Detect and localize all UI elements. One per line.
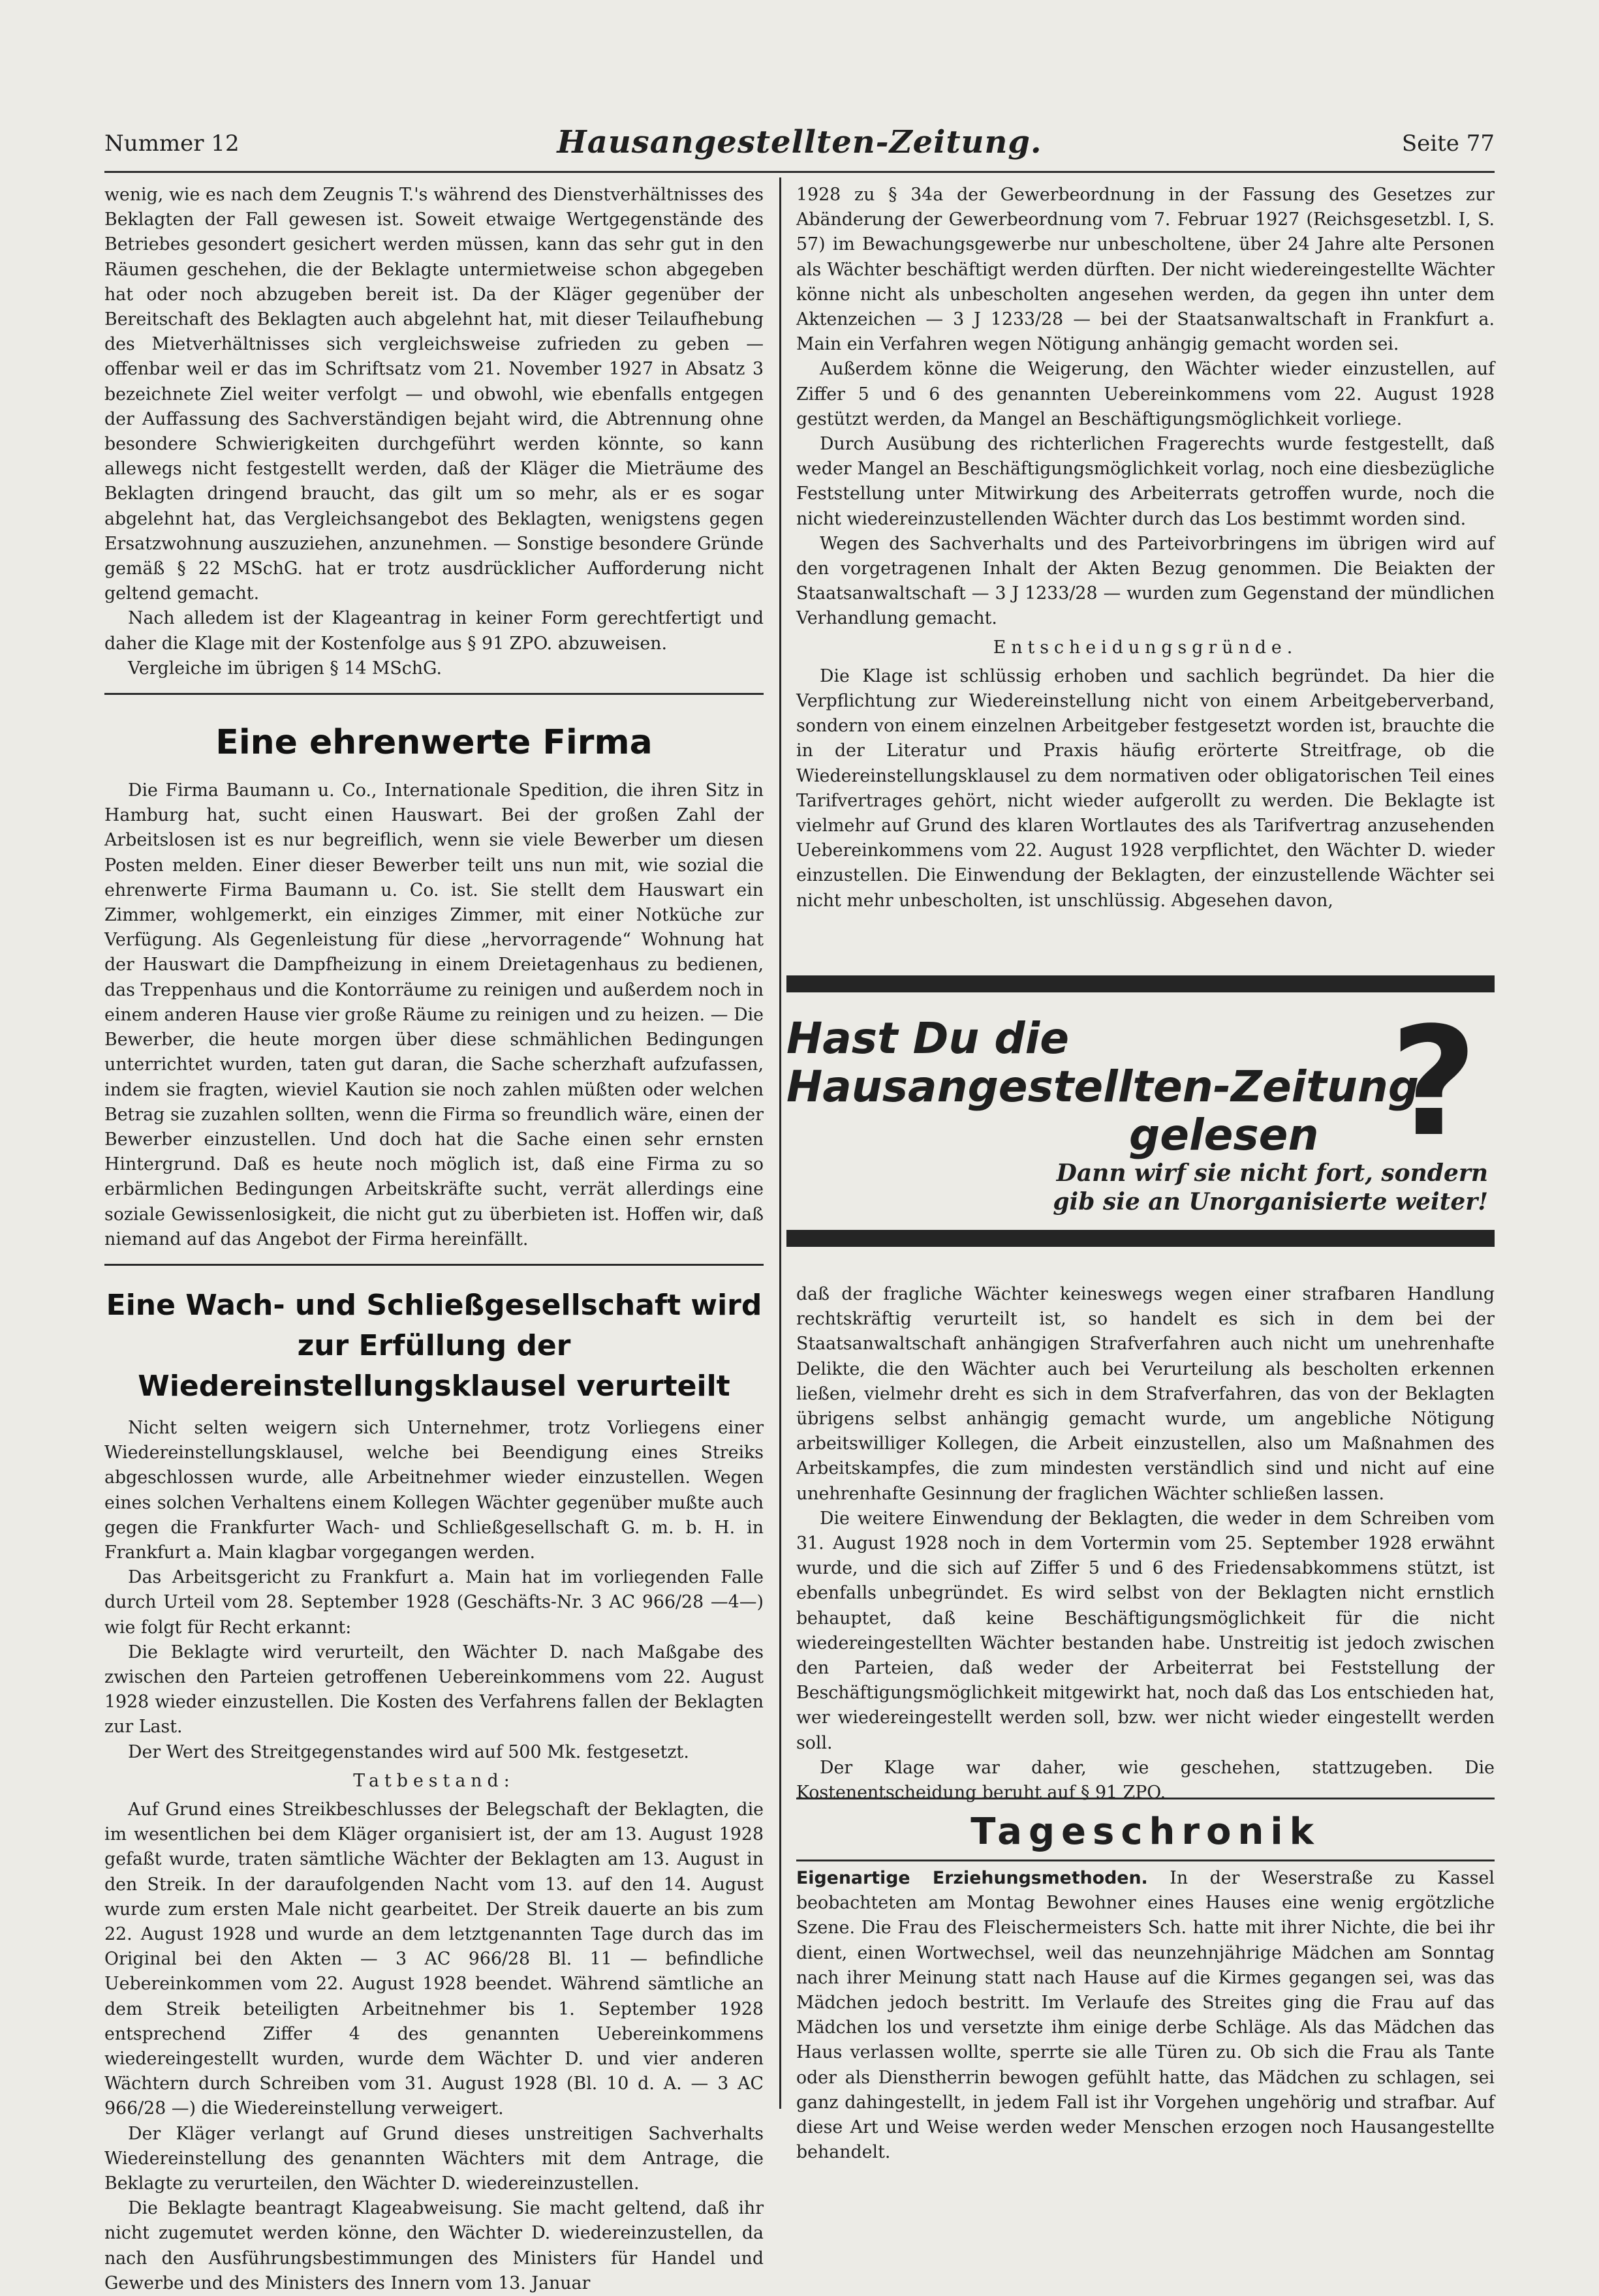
chronik-text: In der Weserstraße zu Kassel beobachteten am Montag Bewohner eines Hauses eine wenig ergötzliche Szene. Die Frau des Fleischermeisters Sch. hatte mit ihrer Nichte, die bei ihr dient, einen Wortwechsel, weil das neunzehnjährige Mädchen am Sonntag nach ihrer Meinung statt nach Hause auf die Kirmes gegangen sei, was das Mädchen jedoch bestritt. Im Verlaufe des Streites ging die Frau auf das Mädchen los und versetzte ihm einige derbe Schläge. Als das Mädchen das Haus verlassen wollte, sperrte sie alle Türen zu. Ob sich die Frau als Tante oder als Dienstherrin bewogen gefühlt hatte, das Mädchen zu schlagen, sei ganz dahingestellt, in jedem Fall ist ihr Vorgehen ungehörig und strafbar. Auf diese Art und Weise werden weder Menschen erzogen noch Hausangestellte behandelt. [796,1868,1495,2163]
article-continuation-text: Nach alledem ist der Klageantrag in keiner Form gerechtfertigt und daher die Klage mit der Kostenfolge aus § 91 ZPO. abzuweisen. [104,608,764,654]
promo-line-2: Hausangestellten-Zeitung [786,1062,1420,1112]
header-rule [104,171,1495,173]
issue-number: Nummer 12 [104,130,240,157]
article-wach-text: Die Beklagte wird verurteilt, den Wächter D. nach Maßgabe des zwischen den Parteien getroffenen Uebereinkommens vom 22. August 1928 wieder einzustellen. Die Kosten des Verfahrens fallen der Beklagten zur Last. [104,1642,764,1737]
chronik-item [796,1866,1495,2165]
promo-line-1: Hast Du die [786,1013,1069,1064]
promo-subline-1: Dann wirf sie nicht fort, sondern [1056,1159,1488,1187]
judgment-text: Wegen des Sachverhalts und des Parteivorbringens im übrigen wird auf den vorgetragenen Inhalt der Akten Bezug genommen. Die Beiakten der Staatsanwaltschaft — 3 J 1233/28 — wurden zum Gegenstand der mündlichen Verhandlung gemacht. [796,533,1495,629]
section-rule [104,1264,764,1266]
promo-subline-2: gib sie an Unorganisierte weiter! [1053,1188,1488,1216]
right-column-top [796,183,1495,913]
article-firma-text: Die Firma Baumann u. Co., Internationale Spedition, die ihren Sitz in Hamburg hat, sucht einen Hauswart. Bei der großen Zahl der Arbeitslosen ist es nur begreiflich, wenn sie viele Bewerber um diesen Posten melden. Einer dieser Bewerber teilt uns nun mit, wie sozial die ehrenwerte Firma Baumann u. Co. ist. Sie stellt dem Hauswart ein Zimmer, wohlgemerkt, ein einziges Zimmer, mit einer Notküche zur Verfügung. Als Gegenleistung für diese „hervorragende“ Wohnung hat der Hauswart die Dampfheizung in einem Dreietagenhaus zu bedienen, das Treppenhaus und die Kontorräume zu reinigen und außerdem noch in einem anderen Hause vier große Räume zu reinigen und zu heizen. — Die Bewerber, die heute morgen über diese schmählichen Bedingungen unterrichtet wurden, taten gut daran, die Sache scherzhaft aufzufassen, indem sie fragten, wieviel Kaution sie noch zahlen müßten oder welchen Betrag sie zuzahlen sollten, wenn die Firma so freundlich wäre, einen der Bewerber einzustellen. Und doch hat die Sache einen sehr ernsten Hintergrund. Daß es heute noch möglich ist, daß eine Firma zu so erbärmlichen Bedingungen Arbeitskräfte sucht, verrät allerdings eine soziale Gewissenlosigkeit, die nicht gut zu überbieten ist. Hoffen wir, daß niemand auf das Angebot der Firma hereinfällt. [104,780,764,1249]
tatbestand-text: Die Beklagte beantragt Klageabweisung. Sie macht geltend, daß ihr nicht zugemutet werden könne, den Wächter D. wiedereinzustellen, da nach den Ausführungsbestimmungen des Ministers für Handel und Gewerbe und des Ministers des Innern vom 13. Januar [104,2198,764,2293]
article-heading-wach: Eine Wach- und Schließgesellschaft wird zur Erfüllung der Wiedereinstellungsklausel verurteilt [106,1288,762,1403]
judgment-text: 1928 zu § 34a der Gewerbeordnung in der Fassung des Gesetzes zur Abänderung der Gewerbeordnung vom 7. Februar 1927 (Reichsgesetzbl. I, S. 57) im Bewachungsgewerbe nur unbescholtene, über 24 Jahre alte Personen als Wächter beschäftigt werden dürften. Der nicht wiedereingestellte Wächter könne nicht als unbescholten angesehen werden, da gegen ihn unter dem Aktenzeichen — 3 J 1233/28 — bei der Staatsanwaltschaft in Frankfurt a. Main ein Verfahren wegen Nötigung anhängig gemacht worden sei. [796,185,1495,355]
article-wach-text: Der Wert des Streitgegenstandes wird auf 500 Mk. festgesetzt. [128,1741,689,1762]
section-rule [104,693,764,695]
column-divider [779,177,781,2109]
chronik-heading: Tageschronik [970,1811,1320,1853]
left-column [104,183,764,2296]
judgment-text: Außerdem könne die Weigerung, den Wächter wieder einzustellen, auf Ziffer 5 und 6 des genannten Uebereinkommens vom 22. August 1928 gestützt werden, da Mangel an Beschäftigungsmöglichkeit vorliege. [796,359,1495,429]
page-number: Seite 77 [1401,130,1495,157]
article-wach-text: Nicht selten weigern sich Unternehmer, trotz Vorliegens einer Wiedereinstellungsklausel, welche bei Beendigung eines Streiks abgeschlossen wurde, alle Arbeitnehmer wieder einzustellen. Wegen eines solchen Verhaltens einem Kollegen Wächter gegenüber mußte auch gegen die Frankfurter Wach- und Schließgesellschaft G. m. b. H. in Frankfurt a. Main klagbar vorgegangen werden. [104,1417,764,1563]
article-continuation-text: Vergleiche im übrigen § 14 MSchG. [128,658,442,679]
chronik-rule-bottom [796,1860,1495,1861]
article-continuation-text: wenig, wie es nach dem Zeugnis T.'s während des Dienstverhältnisses des Beklagten der Fall gewesen ist. Soweit etwaige Wertgegenstände des Betriebes gesondert gesichert werden müssen, kann das sehr gut in den Räumen geschehen, die der Beklagte untermietweise schon abgegeben hat oder noch abzugeben bereit ist. Da der Kläger gegenüber der Bereitschaft des Beklagten auch abgelehnt hat, mit dieser Teilaufhebung des Mietverhältnisses sich vergleichsweise zufrieden zu geben — offenbar weil er das im Schriftsatz vom 21. November 1927 in Absatz 3 bezeichnete Ziel weiter verfolgt — und obwohl, wie ebenfalls entgegen der Auffassung des Sachverständigen bejaht wird, die Abtrennung ohne besondere Schwierigkeiten durchgeführt werden könnte, so kann allewegs nicht festgestellt werden, daß der Kläger die Mieträume des Beklagten dringend braucht, das gilt um so mehr, als er es sogar abgelehnt hat, das Vergleichsangebot des Beklagten, wenigstens gegen Ersatzwohnung auszuziehen, anzunehmen. — Sonstige besondere Gründe gemäß § 22 MSchG. hat er trotz ausdrücklicher Aufforderung nicht geltend gemacht. [104,185,764,604]
gruende-text: Die Klage ist schlüssig erhoben und sachlich begründet. Da hier die Verpflichtung zur Wiedereinstellung nicht von einem Arbeitgeberverband, sondern von einem einzelnen Arbeitgeber festgesetzt worden ist, brauchte die in der Literatur und Praxis häufig erörterte Streitfrage, ob die Wiedereinstellungsklausel zu dem normativen oder obligatorischen Teil eines Tarifvertrages gehört, nicht wieder aufgerollt zu werden. Die Beklagte ist vielmehr auf Grund des klaren Wortlautes des als Tarifvertrag anzusehenden Uebereinkommens vom 22. August 1928 verpflichtet, den Wächter D. wieder einzustellen. Die Einwendung der Beklagten, der einzustellende Wächter sei nicht mehr unbescholten, ist unschlüssig. Abgesehen davon, [796,666,1495,911]
question-mark-icon: ? [1390,996,1478,1170]
chronik-rule-top [796,1798,1495,1799]
gruende-continuation-text: Der Klage war daher, wie geschehen, stattzugeben. Die Kostenentscheidung beruht auf § 91 ZPO. [796,1757,1495,1803]
judgment-text: Durch Ausübung des richterlichen Fragerechts wurde festgestellt, daß weder Mangel an Beschäftigungsmöglichkeit vorlag, noch eine diesbezügliche Feststellung unter Mitwirkung des Arbeiterrats getroffen wurde, noch die nicht wiedereinzustellenden Wächter durch das Los bestimmt worden sind. [796,434,1495,529]
gruende-continuation-text: Die weitere Einwendung der Beklagten, die weder in dem Schreiben vom 31. August 1928 noch in dem Vortermin vom 25. September 1928 erwähnt wurde, und die sich auf Ziffer 5 und 6 des Friedensabkommens stützt, ist ebenfalls unbegründet. Es wird selbst von der Beklagten nicht ernstlich behauptet, daß keine Beschäftigungsmöglichkeit für die nicht wiedereingestellten Wächter bestanden habe. Unstreitig ist jedoch zwischen den Parteien, daß weder der Arbeiterrat bei Feststellung der Beschäftigungsmöglichkeit mitgewirkt hat, noch daß das Los entschieden hat, wer wiedereingestellt werden soll, bzw. wer nicht wieder eingestellt werden soll. [796,1508,1495,1753]
tatbestand-text: Der Kläger verlangt auf Grund dieses unstreitigen Sachverhalts Wiedereinstellung des genannten Wächters mit dem Antrage, die Beklagte zu verurteilen, den Wächter D. wiedereinzustellen. [104,2123,764,2194]
gruende-label: Entscheidungsgründe. [993,637,1298,658]
promo-box [786,975,1495,1249]
chronik-lead: Eigenartige Erziehungsmethoden. [796,1868,1148,1888]
article-wach-text: Das Arbeitsgericht zu Frankfurt a. Main hat im vorliegenden Falle durch Urteil vom 28. September 1928 (Geschäfts-Nr. 3 AC 966/28 —4—) wie folgt für Recht erkannt: [104,1567,764,1638]
tatbestand-text: Auf Grund eines Streikbeschlusses der Belegschaft der Beklagten, die im wesentlichen bei dem Kläger organisiert ist, der am 13. August 1928 gefaßt wurde, traten sämtliche Wächter der Beklagten am 13. August in den Streik. In der daraufolgenden Nacht vom 13. auf den 14. August wurde zum ersten Male nicht gearbeitet. Der Streik dauerte an bis zum 22. August 1928 und wurde an dem letztgenannten Tage durch das im Original bei den Akten — 3 AC 966/28 Bl. 11 — befindliche Uebereinkommen vom 22. August 1928 beendet. Während sämtliche an dem Streik beteiligten Arbeitnehmer bis 1. September 1928 entsprechend Ziffer 4 des genannten Uebereinkommens wiedereingestellt wurden, wurde dem Wächter D. und vier anderen Wächtern durch Schreiben vom 31. August 1928 (Bl. 10 d. A. — 3 AC 966/28 —) die Wiedereinstellung verweigert. [104,1799,764,2119]
gruende-continuation-text: daß der fragliche Wächter keineswegs wegen einer strafbaren Handlung rechtskräftig verurteilt ist, so handelt es sich in dem bei der Staatsanwaltschaft anhängigen Strafverfahren auch nicht um unehrenhafte Delikte, die den Wächter auch bei Verurteilung als bescholten erkennen ließen, vielmehr dreht es sich in dem Strafverfahren, das von der Beklagten übrigens selbst anhängig gemacht wurde, um angebliche Nötigung arbeitswilliger Kollegen, die Arbeit einzustellen, also um Maßnahmen des Arbeitskampfes, die zum mindesten verständlich sind und nicht auf eine unehrenhafte Gesinnung der fraglichen Wächter schließen lassen. [796,1284,1495,1504]
page-header [104,124,1495,163]
promo-top-bar [786,975,1495,992]
masthead-title: Hausangestellten-Zeitung. [557,124,1042,161]
right-column-bottom [796,1282,1495,1805]
article-heading-firma: Eine ehrenwerte Firma [215,723,653,763]
tatbestand-label: Tatbestand: [353,1770,515,1791]
promo-bottom-bar [786,1230,1495,1247]
chronik-column [796,1866,1495,2165]
promo-line-3: gelesen [1129,1110,1319,1160]
